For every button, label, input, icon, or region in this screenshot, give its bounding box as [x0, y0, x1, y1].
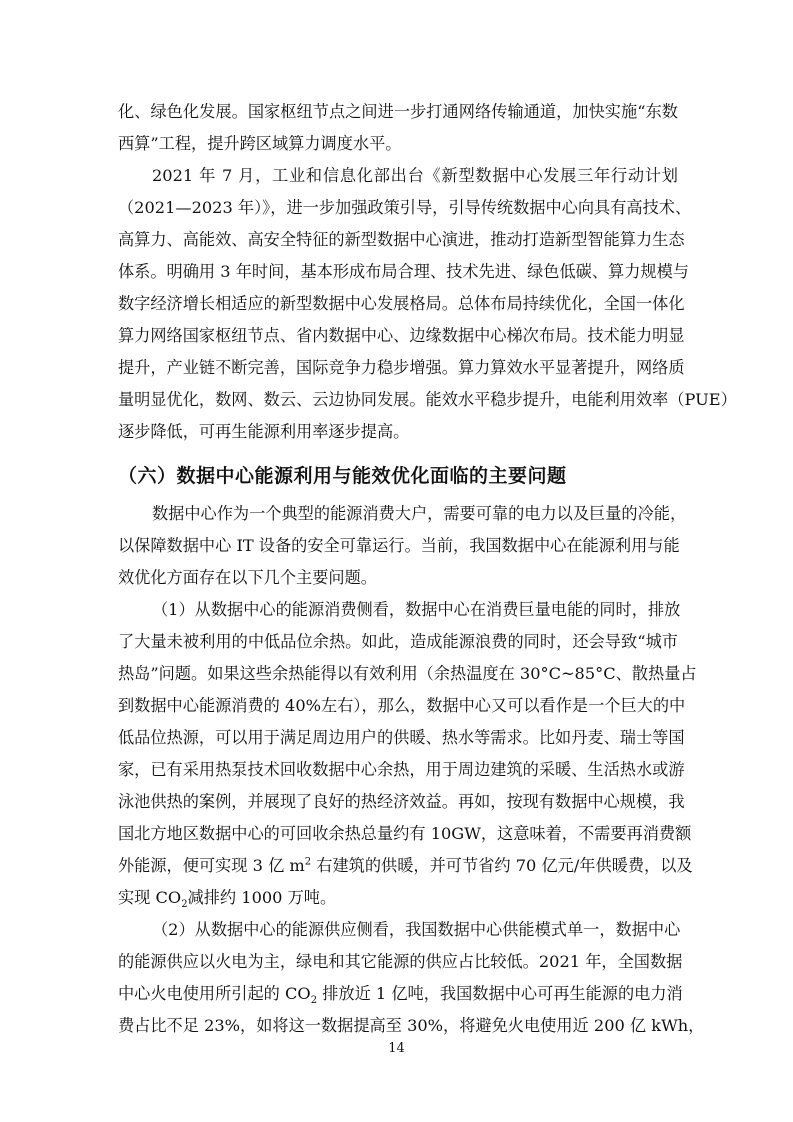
- text-line: 数字经济增长相适应的新型数据中心发展格局。总体布局持续优化，全国一体化: [118, 294, 685, 313]
- text-line: 家，已有采用热泵技术回收数据中心余热，用于周边建筑的采暖、生活热水或游: [118, 760, 685, 779]
- text-line: 低品位热源，可以用于满足周边用户的供暖、热水等需求。比如丹麦、瑞士等国: [118, 728, 685, 747]
- paragraph-continuation: [118, 96, 678, 160]
- text-line: 了大量未被利用的中低品位余热。如此，造成能源浪费的同时，还会导致“城市: [118, 632, 678, 651]
- text-segment: 中心火电使用所引起的 CO: [118, 984, 311, 1003]
- text-segment: 实现 CO: [118, 888, 182, 907]
- text-segment: 外能源，便可实现 3 亿 m: [118, 856, 305, 875]
- text-line: （2）从数据中心的能源供应侧看，我国数据中心供能模式单一，数据中心: [152, 920, 681, 939]
- document-page: [118, 96, 737, 1042]
- text-line: 费占比不足 23%，如将这一数据提高至 30%，将避免火电使用近 200 亿 kWh，: [118, 1016, 705, 1035]
- subscript: 2: [181, 899, 188, 911]
- text-line: 高算力、高能效、高安全特征的新型数据中心演进，推动打造新型智能算力生态: [118, 230, 685, 249]
- text-line: 泳池供热的案例，并展现了良好的热经济效益。再如，按现有数据中心规模，我: [118, 792, 685, 811]
- text-line: 效优化方面存在以下几个主要问题。: [118, 568, 377, 587]
- text-line: 数据中心作为一个典型的能源消费大户，需要可靠的电力以及巨量的冷能，: [152, 504, 687, 523]
- text-line: 2021 年 7 月，工业和信息化部出台《新型数据中心发展三年行动计划: [152, 166, 678, 185]
- paragraph-issue-2: [118, 914, 705, 1042]
- text-line: 的能源供应以火电为主，绿电和其它能源的供应占比较低。2021 年，全国数据: [118, 952, 683, 971]
- text-segment: 右建筑的供暖，并可节省约 70 亿元/年供暖费，以及: [311, 856, 693, 875]
- text-line: [118, 978, 683, 1010]
- text-line: 量明显优化，数网、数云、云边协同发展。能效水平稳步提升，电能利用效率（PUE）: [118, 390, 737, 409]
- text-line: 西算”工程，提升跨区域算力调度水平。: [118, 134, 402, 153]
- paragraph-issue-1: [118, 594, 697, 914]
- text-line: [118, 850, 693, 882]
- text-line: 逐步降低，可再生能源利用率逐步提高。: [118, 422, 410, 441]
- text-line: 到数据中心能源消费的 40%左右），那么，数据中心又可以看作是一个巨大的中: [118, 696, 686, 715]
- text-line: （2021—2023 年）》，进一步加强政策引导，引导传统数据中心向具有高技术、: [118, 198, 692, 217]
- paragraph-intro: [118, 498, 687, 594]
- text-line: 以保障数据中心 IT 设备的安全可靠运行。当前，我国数据中心在能源利用与能: [118, 536, 680, 555]
- text-line: 化、绿色化发展。国家枢纽节点之间进一步打通网络传输通道，加快实施“东数: [118, 102, 678, 121]
- text-segment: 减排约 1000 万吨。: [187, 888, 337, 907]
- section-heading: （六）数据中心能源利用与能效优化面临的主要问题: [118, 465, 567, 487]
- page-number: 14: [388, 1041, 405, 1056]
- text-line: [118, 882, 678, 914]
- text-segment: 排放近 1 亿吨，我国数据中心可再生能源的电力消: [317, 984, 683, 1003]
- text-line: （1）从数据中心的能源消费侧看，数据中心在消费巨量电能的同时，排放: [152, 600, 681, 619]
- text-line: 算力网络国家枢纽节点、省内数据中心、边缘数据中心梯次布局。技术能力明显: [118, 326, 685, 345]
- superscript: 2: [304, 856, 312, 868]
- text-line: 体系。明确用 3 年时间，基本形成布局合理、技术先进、绿色低碳、算力规模与: [118, 262, 689, 281]
- text-line: 热岛”问题。如果这些余热能得以有效利用（余热温度在 30°C~85°C、散热量占: [118, 664, 697, 683]
- text-line: 提升，产业链不断完善，国际竞争力稳步增强。算力算效水平显著提升，网络质: [118, 358, 685, 377]
- paragraph-policy: [118, 160, 737, 448]
- subscript: 2: [310, 995, 318, 1007]
- text-line: 国北方地区数据中心的可回收余热总量约有 10GW，这意味着，不需要再消费额: [118, 824, 692, 843]
